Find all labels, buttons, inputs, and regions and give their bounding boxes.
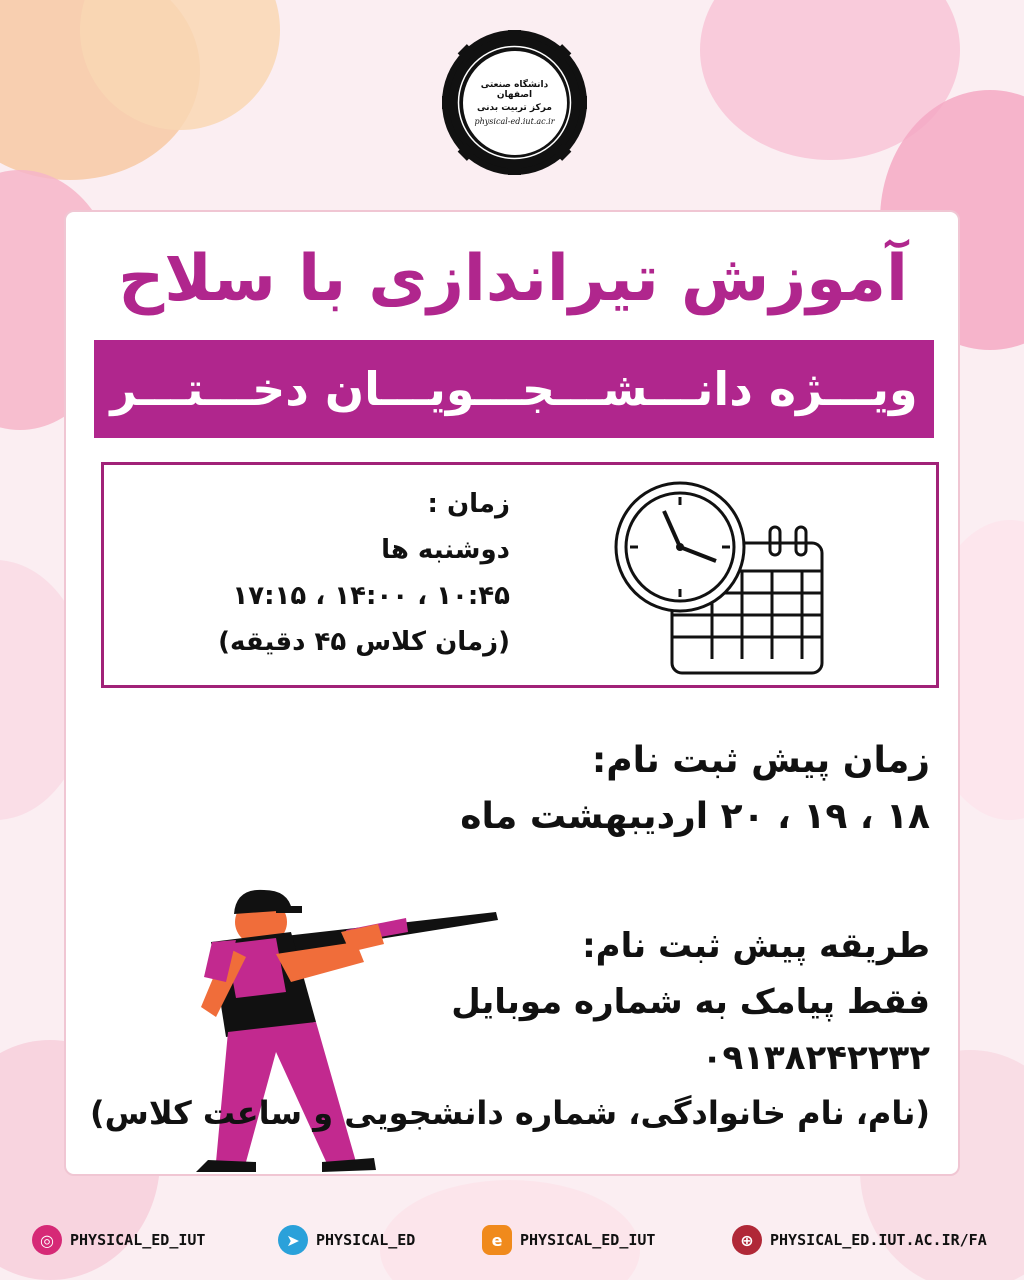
- poster-card: [64, 210, 960, 1176]
- subtitle-banner: [94, 340, 934, 438]
- calendar-clock-icon: [612, 479, 832, 679]
- registration-title: زمان پیش ثبت نام:: [591, 740, 930, 781]
- social-telegram[interactable]: [278, 1225, 415, 1255]
- logo-university-name: دانشگاه صنعتی اصفهان: [480, 79, 549, 100]
- telegram-handle: PHYSICAL_ED: [316, 1231, 416, 1249]
- phone-number: ۰۹۱۳۸۲۴۲۲۳۲: [701, 1038, 930, 1078]
- telegram-icon: ➤: [278, 1225, 308, 1255]
- schedule-day: دوشنبه ها: [381, 535, 510, 565]
- instagram-handle: PHYSICAL_ED_IUT: [70, 1231, 206, 1249]
- website-url: PHYSICAL_ED.IUT.AC.IR/FA: [770, 1231, 987, 1249]
- method-details: (نام، نام خانوادگی، شماره دانشجویی و ساعت کلاس): [90, 1094, 930, 1132]
- eitaa-handle: PHYSICAL_ED_IUT: [520, 1231, 656, 1249]
- schedule-box: [101, 462, 939, 688]
- method-instruction: فقط پیامک به شماره موبایل: [451, 982, 930, 1022]
- method-title: طریقه پیش ثبت نام:: [582, 926, 930, 966]
- logo-url: physical-ed.iut.ac.ir: [474, 116, 555, 126]
- instagram-icon: ◎: [32, 1225, 62, 1255]
- logo-center-name: مرکز تربیت بدنی: [477, 102, 552, 113]
- social-instagram[interactable]: [32, 1225, 205, 1255]
- social-website[interactable]: [732, 1225, 987, 1255]
- social-eitaa[interactable]: [482, 1225, 655, 1255]
- university-logo: [442, 30, 587, 175]
- schedule-times: ۱۰:۴۵ ، ۱۴:۰۰ ، ۱۷:۱۵: [232, 581, 510, 611]
- schedule-label: زمان :: [427, 489, 510, 519]
- footer-social-links: [0, 1218, 1024, 1262]
- schedule-duration: (زمان کلاس ۴۵ دقیقه): [218, 627, 510, 657]
- registration-dates: ۱۸ ، ۱۹ ، ۲۰ اردیبهشت ماه: [460, 796, 930, 837]
- eitaa-icon: e: [482, 1225, 512, 1255]
- schedule-text: [218, 481, 510, 665]
- subtitle: ویـــژه دانـــشـــجـــویـــان دخـــتـــر: [110, 362, 918, 416]
- page-title: آموزش تیراندازی با سلاح: [118, 242, 908, 316]
- globe-icon: ⊕: [732, 1225, 762, 1255]
